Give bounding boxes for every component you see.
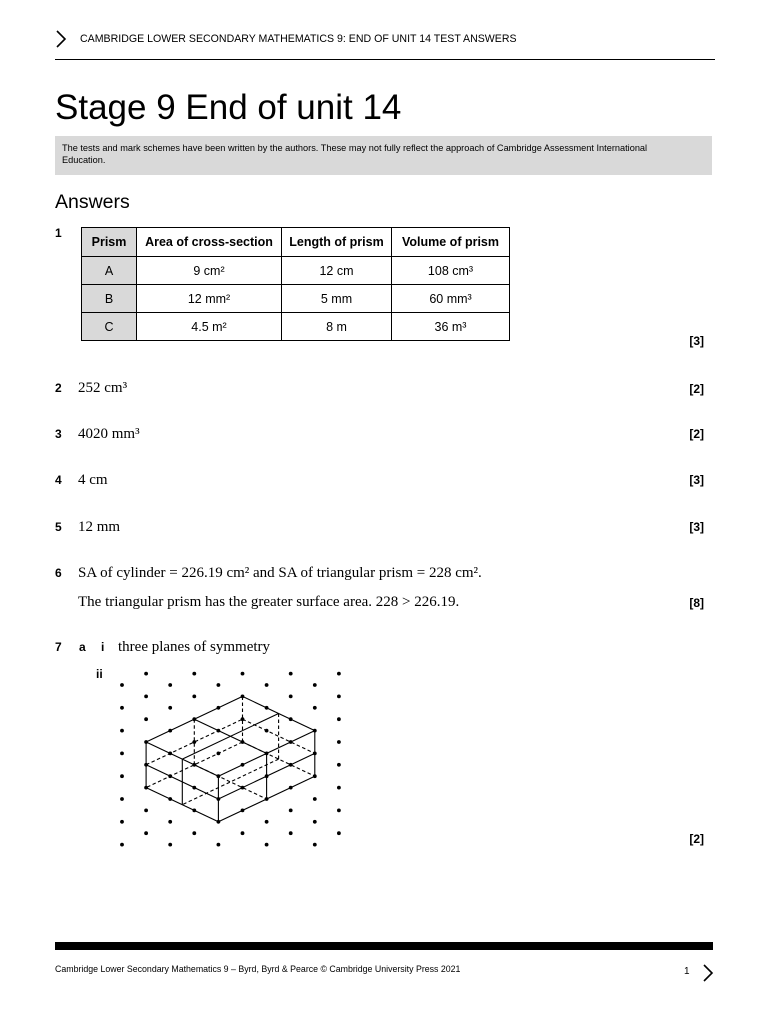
answer-text: SA of cylinder = 226.19 cm² and SA of triangular prism = 228 cm². bbox=[78, 565, 482, 581]
chevron-right-icon bbox=[702, 964, 714, 982]
grid-dot bbox=[337, 809, 341, 813]
notice-line: Education. bbox=[62, 155, 106, 165]
grid-dot bbox=[265, 820, 269, 824]
mark-allocation: [8] bbox=[689, 596, 704, 610]
mark-allocation: [3] bbox=[689, 473, 704, 487]
answer-text: 12 mm bbox=[78, 519, 121, 535]
table-cell: 12 cm bbox=[282, 257, 392, 285]
question-number: 4 bbox=[55, 473, 62, 487]
grid-dot bbox=[120, 774, 124, 778]
grid-dot bbox=[337, 740, 341, 744]
grid-dot bbox=[144, 831, 148, 835]
disclaimer-notice bbox=[55, 136, 712, 175]
grid-dot bbox=[217, 683, 221, 687]
chevron-right-icon bbox=[55, 30, 67, 48]
footer-copyright: Cambridge Lower Secondary Mathematics 9 – Byrd, Byrd & Pearce © Cambridge University Press 2021 bbox=[55, 964, 461, 974]
subpart-label: i bbox=[101, 640, 105, 654]
grid-dot bbox=[313, 820, 317, 824]
mark-allocation: [3] bbox=[689, 334, 704, 348]
isometric-dot-grid bbox=[120, 672, 341, 847]
grid-dot bbox=[120, 752, 124, 756]
grid-dot bbox=[313, 683, 317, 687]
table-cell: 4.5 m² bbox=[137, 313, 282, 341]
grid-dot bbox=[192, 672, 196, 676]
table-cell: 8 m bbox=[282, 313, 392, 341]
notice-line: The tests and mark schemes have been written by the authors. These may not fully reflect the approach of Cambridge Assessment International bbox=[62, 143, 648, 153]
prism-table bbox=[81, 227, 510, 341]
table-header-cell: Prism bbox=[82, 228, 137, 257]
grid-dot bbox=[144, 809, 148, 813]
grid-dot bbox=[192, 831, 196, 835]
grid-dot bbox=[168, 820, 172, 824]
grid-dot bbox=[313, 843, 317, 847]
grid-dot bbox=[217, 843, 221, 847]
grid-dot bbox=[120, 843, 124, 847]
mark-allocation: [3] bbox=[689, 520, 704, 534]
question-number: 3 bbox=[55, 427, 62, 441]
grid-dot bbox=[337, 763, 341, 767]
grid-dot bbox=[313, 797, 317, 801]
question-number: 7 bbox=[55, 640, 62, 654]
grid-dot bbox=[168, 843, 172, 847]
question-number: 2 bbox=[55, 381, 62, 395]
question-number: 1 bbox=[55, 226, 62, 240]
table-header-row bbox=[82, 228, 510, 257]
table-header-cell: Length of prism bbox=[282, 228, 392, 257]
table-header-cell: Area of cross-section bbox=[137, 228, 282, 257]
grid-dot bbox=[289, 672, 293, 676]
answer-text: 4020 mm³ bbox=[78, 426, 140, 442]
grid-dot bbox=[289, 831, 293, 835]
table-row bbox=[82, 257, 510, 285]
page-title: Stage 9 End of unit 14 bbox=[55, 88, 402, 127]
page-number: 1 bbox=[684, 966, 690, 977]
footer-bar bbox=[55, 942, 713, 950]
question-number: 5 bbox=[55, 520, 62, 534]
table-cell: 60 mm³ bbox=[392, 285, 510, 313]
grid-dot bbox=[120, 729, 124, 733]
grid-dot bbox=[265, 843, 269, 847]
grid-dot bbox=[241, 672, 245, 676]
cuboid-drawing bbox=[146, 696, 315, 821]
table-row bbox=[82, 285, 510, 313]
grid-dot bbox=[241, 831, 245, 835]
table-cell: 36 m³ bbox=[392, 313, 510, 341]
grid-dot bbox=[144, 695, 148, 699]
grid-dot bbox=[313, 706, 317, 710]
grid-dot bbox=[337, 786, 341, 790]
grid-dot bbox=[289, 695, 293, 699]
table-cell: 12 mm² bbox=[137, 285, 282, 313]
grid-dot bbox=[120, 683, 124, 687]
table-cell: 108 cm³ bbox=[392, 257, 510, 285]
answer-text: 4 cm bbox=[78, 472, 108, 488]
table-cell: 5 mm bbox=[282, 285, 392, 313]
table-row bbox=[82, 313, 510, 341]
question-number: 6 bbox=[55, 566, 62, 580]
running-header: CAMBRIDGE LOWER SECONDARY MATHEMATICS 9: END OF UNIT 14 TEST ANSWERS bbox=[80, 33, 517, 45]
grid-dot bbox=[168, 683, 172, 687]
answer-text: 252 cm³ bbox=[78, 380, 128, 396]
table-header-cell: Volume of prism bbox=[392, 228, 510, 257]
table-cell: B bbox=[82, 285, 137, 313]
answer-text: The triangular prism has the greater surface area. 228 > 226.19. bbox=[78, 594, 460, 610]
grid-dot bbox=[337, 831, 341, 835]
grid-dot bbox=[192, 695, 196, 699]
grid-dot bbox=[144, 672, 148, 676]
section-heading: Answers bbox=[55, 191, 130, 213]
table-cell: A bbox=[82, 257, 137, 285]
mark-allocation: [2] bbox=[689, 382, 704, 396]
part-label: a bbox=[79, 640, 86, 654]
subpart-label: ii bbox=[96, 667, 103, 681]
grid-dot bbox=[120, 797, 124, 801]
grid-dot bbox=[168, 706, 172, 710]
grid-dot bbox=[144, 717, 148, 721]
header-divider bbox=[55, 59, 715, 60]
mark-allocation: [2] bbox=[689, 832, 704, 846]
grid-dot bbox=[120, 706, 124, 710]
grid-dot bbox=[120, 820, 124, 824]
grid-dot bbox=[337, 695, 341, 699]
answer-text: three planes of symmetry bbox=[118, 639, 271, 655]
grid-dot bbox=[337, 672, 341, 676]
grid-dot bbox=[337, 717, 341, 721]
grid-dot bbox=[265, 683, 269, 687]
table-cell: 9 cm² bbox=[137, 257, 282, 285]
grid-dot bbox=[289, 809, 293, 813]
table-cell: C bbox=[82, 313, 137, 341]
mark-allocation: [2] bbox=[689, 427, 704, 441]
isometric-cuboid-diagram bbox=[110, 660, 350, 855]
